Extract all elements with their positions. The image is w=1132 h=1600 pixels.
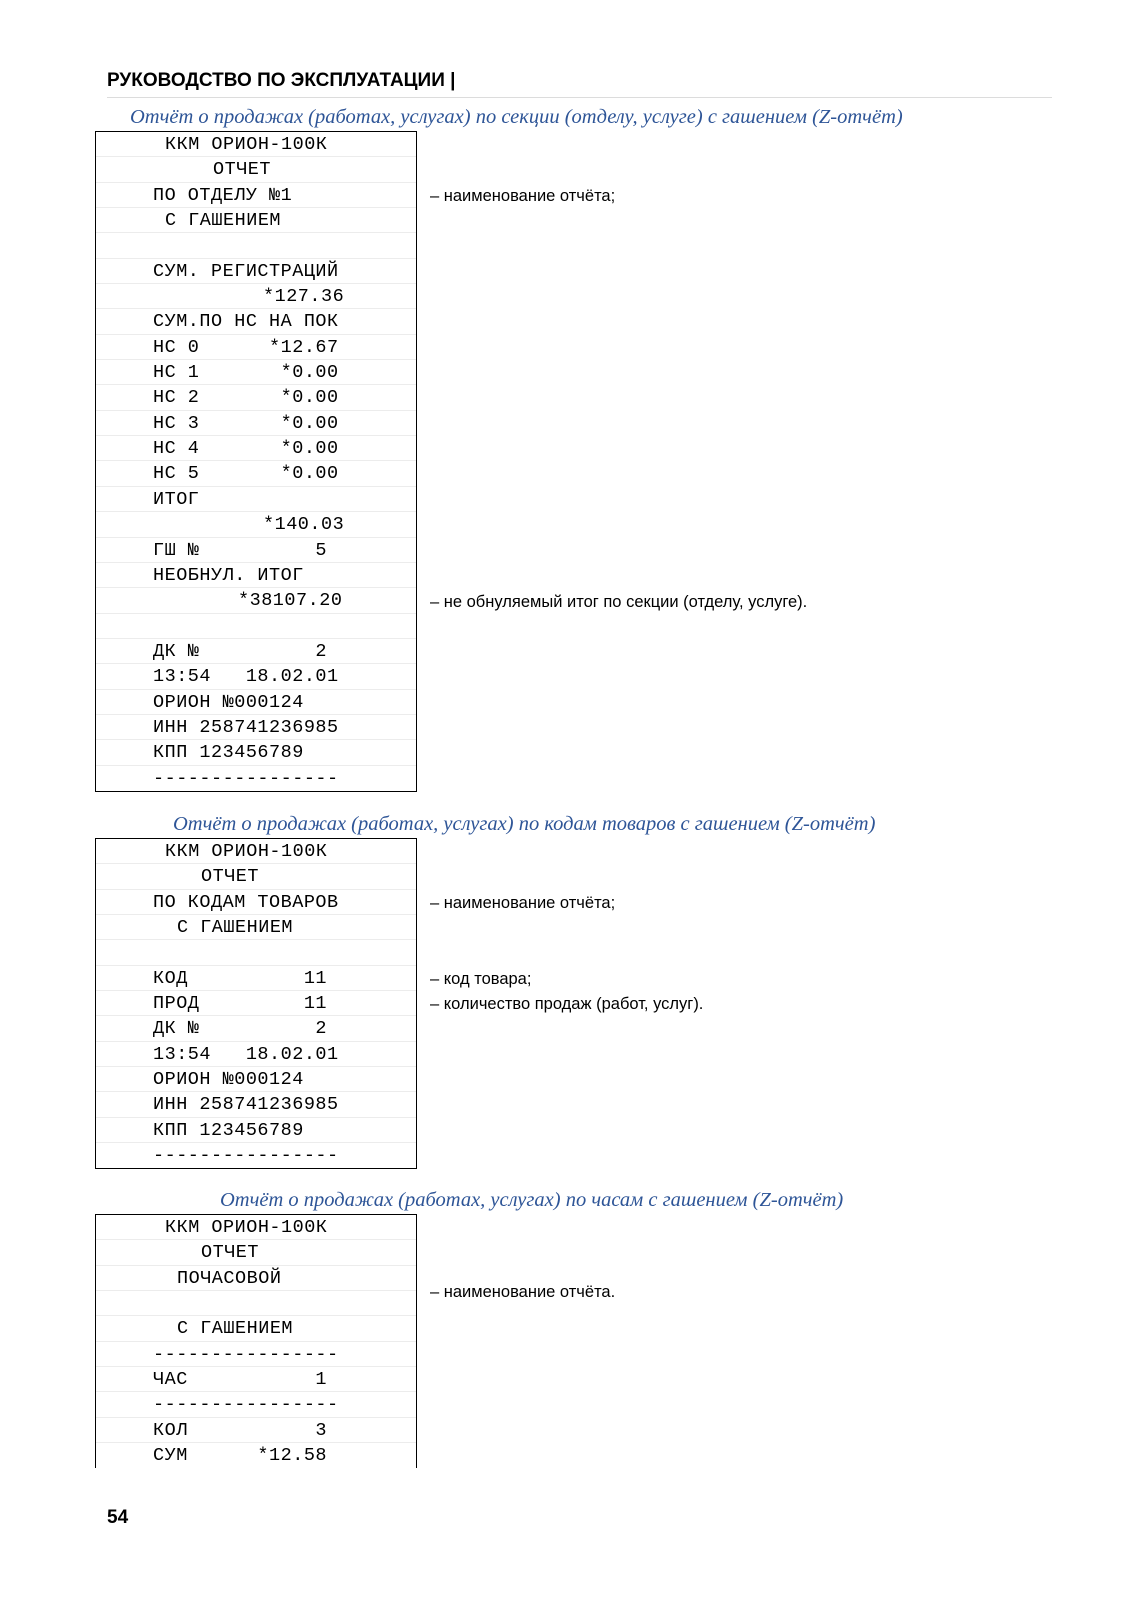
receipt-text: ККМ ОРИОН-100К [165,134,328,155]
receipt-line [96,208,416,233]
annotation-note: – код товара; [430,970,532,988]
annotation-note: – наименование отчёта; [430,894,616,912]
receipt-line [96,1266,416,1291]
annotation-note: – наименование отчёта; [430,187,616,205]
receipt-text: СУМ. РЕГИСТРАЦИЙ [153,260,339,282]
receipt-text: ---------------- [153,767,339,789]
receipt-text: КОЛ 3 [153,1419,328,1441]
receipt-line [96,991,416,1016]
receipt-line [96,1443,416,1468]
receipt-text: СУМ *12.58 [153,1445,328,1467]
receipt-text: ---------------- [153,1145,339,1167]
receipt-line [96,839,416,864]
receipt-text: ПО ОТДЕЛУ №1 [153,184,293,206]
receipt-line [96,360,416,385]
receipt-line [96,284,416,309]
receipt-text: ПОЧАСОВОЙ [177,1267,282,1289]
receipt-line [96,1240,416,1265]
receipt-line [96,1316,416,1341]
receipt-line [96,183,416,208]
receipt-text: НС 0 *12.67 [153,336,339,358]
receipt-text: *140.03 [263,514,345,536]
receipt-text: ДК № 2 [153,640,328,662]
receipt-text: С ГАШЕНИЕМ [177,917,294,939]
receipt-text: ОТЧЕТ [201,866,260,888]
receipt-text: ---------------- [153,1394,339,1416]
receipt-text: 13:54 18.02.01 [153,666,339,688]
annotation-note: – не обнуляемый итог по секции (отделу, услуге). [430,593,808,611]
receipt-text: ККМ ОРИОН-100К [165,1217,328,1238]
receipt-line [96,1092,416,1117]
receipt-text: ИТОГ [153,488,200,510]
receipt-text: КПП 123456789 [153,742,304,764]
receipt-text: НС 3 *0.00 [153,412,339,434]
section-caption: Отчёт о продажах (работах, услугах) по часам с гашением (Z-отчёт) [220,1189,844,1211]
receipt-line [96,1118,416,1143]
receipt-line [96,436,416,461]
receipt-line [96,309,416,334]
receipt-line [96,715,416,740]
receipt-text: ККМ ОРИОН-100К [165,841,328,862]
receipt-line [96,1067,416,1092]
receipt-line [96,233,416,258]
receipt-line [96,1143,416,1168]
section-caption: Отчёт о продажах (работах, услугах) по кодам товаров с гашением (Z-отчёт) [173,813,876,835]
receipt-section-report [95,131,417,792]
receipt-line [96,690,416,715]
annotation-note: – количество продаж (работ, услуг). [430,995,704,1013]
header-divider [107,97,1052,98]
receipt-line [96,966,416,991]
receipt-text: ИНН 258741236985 [153,1094,339,1116]
receipt-text: ---------------- [153,1343,339,1365]
receipt-text: ЧАС 1 [153,1369,328,1391]
receipt-text: НЕОБНУЛ. ИТОГ [153,564,304,586]
receipt-text: ДК № 2 [153,1018,328,1040]
receipt-text: НС 5 *0.00 [153,463,339,485]
receipt-line [96,614,416,639]
receipt-line [96,1215,416,1240]
receipt-text: ПРОД 11 [153,993,328,1015]
receipt-line [96,487,416,512]
receipt-line [96,1342,416,1367]
receipt-text: 13:54 18.02.01 [153,1043,339,1065]
receipt-line [96,1367,416,1392]
receipt-line [96,132,416,157]
receipt-line [96,259,416,284]
receipt-line [96,538,416,563]
receipt-line [96,864,416,889]
receipt-text: С ГАШЕНИЕМ [177,1318,294,1340]
receipt-line [96,664,416,689]
receipt-hourly-report [95,1214,417,1468]
receipt-text: ОРИОН №000124 [153,691,304,713]
section-caption: Отчёт о продажах (работах, услугах) по секции (отделу, услуге) с гашением (Z-отчёт) [130,106,903,128]
receipt-line [96,385,416,410]
receipt-line [96,940,416,965]
receipt-line [96,766,416,791]
page-number: 54 [107,1507,129,1528]
receipt-text: *38107.20 [238,590,343,612]
receipt-line [96,1016,416,1041]
receipt-text: СУМ.ПО НС НА ПОК [153,311,339,333]
receipt-text: НС 4 *0.00 [153,438,339,460]
receipt-text: ПО КОДАМ ТОВАРОВ [153,891,339,913]
receipt-line [96,1291,416,1316]
receipt-text: КПП 123456789 [153,1119,304,1141]
receipt-text: НС 1 *0.00 [153,362,339,384]
receipt-line [96,740,416,765]
receipt-line [96,1042,416,1067]
receipt-line [96,563,416,588]
running-header: РУКОВОДСТВО ПО ЭКСПЛУАТАЦИИ | [107,70,456,91]
annotation-note: – наименование отчёта. [430,1283,616,1301]
receipt-line [96,639,416,664]
receipt-text: НС 2 *0.00 [153,387,339,409]
receipt-line [96,890,416,915]
receipt-text: ГШ № 5 [153,539,328,561]
receipt-line [96,512,416,537]
receipt-line [96,335,416,360]
receipt-text: ИНН 258741236985 [153,716,339,738]
receipt-line [96,915,416,940]
receipt-text: *127.36 [263,286,345,308]
receipt-line [96,1418,416,1443]
receipt-text: ОТЧЕТ [213,159,272,181]
receipt-line [96,157,416,182]
receipt-line [96,588,416,613]
receipt-codes-report [95,838,417,1169]
receipt-line [96,411,416,436]
receipt-line [96,1392,416,1417]
receipt-line [96,461,416,486]
receipt-text: ОРИОН №000124 [153,1069,304,1091]
receipt-text: С ГАШЕНИЕМ [165,210,282,232]
receipt-text: ОТЧЕТ [201,1242,260,1264]
receipt-text: КОД 11 [153,967,328,989]
